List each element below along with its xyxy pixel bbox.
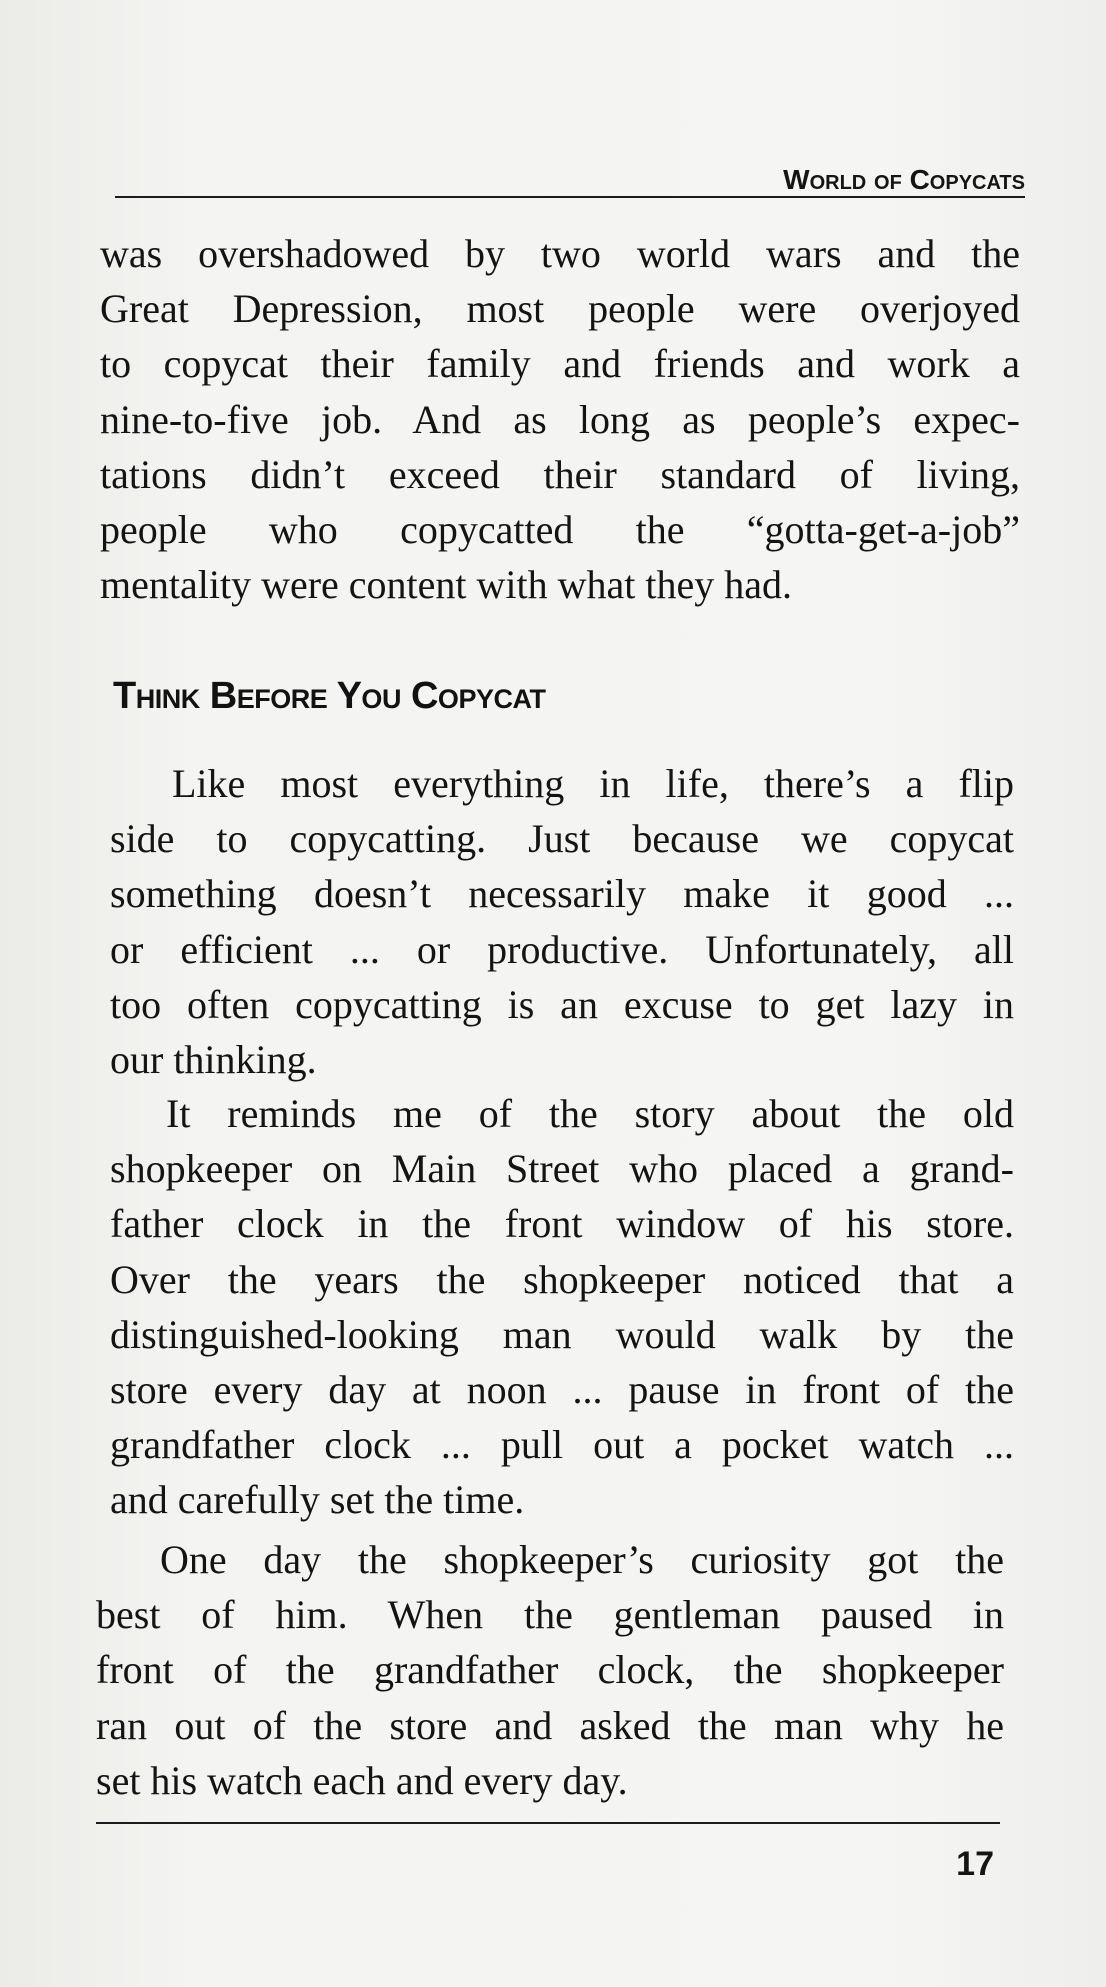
paragraph-shopkeeper-story	[110, 1086, 1014, 1528]
text-line: store every day at noon ... pause in front of the	[110, 1367, 1014, 1413]
text-line: our thinking.	[110, 1037, 317, 1083]
running-head: World of Copycats	[783, 164, 1025, 195]
header-rule	[115, 196, 1025, 198]
opening-paragraph	[100, 226, 1020, 612]
text-line: something doesn’t necessarily make it good ...	[110, 871, 1014, 917]
text-line: best of him. When the gentleman paused in	[96, 1592, 1004, 1638]
section-heading: Think Before You Copycat	[113, 675, 546, 717]
text-line: people who copycatted the “gotta-get-a-job”	[100, 507, 1020, 553]
paragraph-flip-side	[110, 756, 1014, 1087]
text-line: Great Depression, most people were overjoyed	[100, 286, 1020, 332]
text-line: Over the years the shopkeeper noticed that a	[110, 1256, 1014, 1302]
text-line: mentality were content with what they had.	[100, 562, 793, 608]
text-line: too often copycatting is an excuse to get lazy in	[110, 981, 1014, 1027]
text-line: grandfather clock ... pull out a pocket watch ...	[110, 1422, 1014, 1468]
page-number: 17	[956, 1845, 994, 1883]
text-line: One day the shopkeeper’s curiosity got the	[160, 1537, 1004, 1582]
text-line: Like most everything in life, there’s a flip	[172, 761, 1014, 806]
text-line: tations didn’t exceed their standard of living,	[100, 451, 1020, 497]
text-line: father clock in the front window of his store.	[110, 1201, 1014, 1247]
text-line: distinguished-looking man would walk by the	[110, 1311, 1014, 1357]
text-line: or efficient ... or productive. Unfortunately, all	[110, 926, 1014, 972]
text-line: ran out of the store and asked the man why he	[96, 1702, 1004, 1748]
footer-rule	[96, 1822, 1000, 1824]
text-line: and carefully set the time.	[110, 1477, 525, 1523]
text-line: set his watch each and every day.	[96, 1757, 628, 1803]
text-line: It reminds me of the story about the old	[166, 1091, 1014, 1136]
text-line: shopkeeper on Main Street who placed a grand-	[110, 1146, 1014, 1192]
text-line: side to copycatting. Just because we copycat	[110, 816, 1014, 862]
text-line: front of the grandfather clock, the shopkeeper	[96, 1647, 1004, 1693]
text-line: was overshadowed by two world wars and the	[100, 231, 1020, 276]
text-line: to copycat their family and friends and work a	[100, 341, 1020, 387]
text-line: nine-to-five job. And as long as people’s expec-	[100, 396, 1020, 442]
paragraph-curiosity	[96, 1532, 1004, 1808]
